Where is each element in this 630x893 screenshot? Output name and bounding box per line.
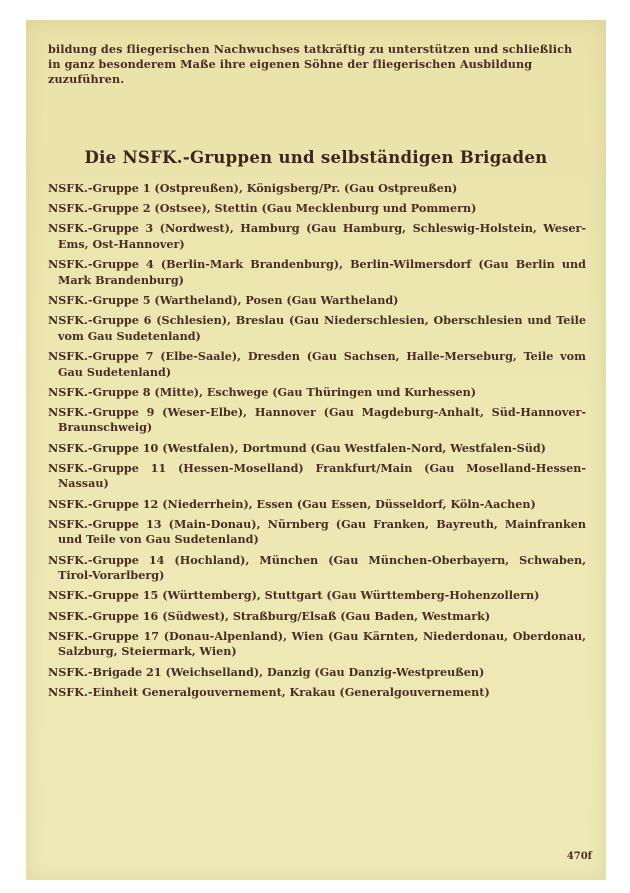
- list-item: NSFK.-Brigade 21 (Weichselland), Danzig (Gau Danzig-Westpreußen): [48, 664, 485, 679]
- list-item: NSFK.-Gruppe 15 (Württemberg), Stuttgart (Gau Württemberg-Hohenzollern): [48, 588, 540, 603]
- list-item: NSFK.-Gruppe 1 (Ostpreußen), Königsberg/Pr. (Gau Ostpreußen): [48, 181, 458, 195]
- page-number: 470f: [566, 851, 592, 862]
- section-heading: Die NSFK.-Gruppen und selbständigen Brigaden: [84, 148, 548, 167]
- intro-paragraph: bildung des fliegerischen Nachwuchses tatkräftig zu unterstützen und schließlich in ganz besonderem Maße ihre eigenen Söhne der fliegerischen Ausbildung zuzuführen.: [48, 42, 573, 86]
- list-item: NSFK.-Gruppe 5 (Wartheland), Posen (Gau Wartheland): [48, 292, 399, 307]
- list-item: NSFK.-Gruppe 16 (Südwest), Straßburg/Elsaß (Gau Baden, Westmark): [48, 608, 491, 623]
- list-item: NSFK.-Gruppe 2 (Ostsee), Stettin (Gau Mecklenburg und Pommern): [48, 201, 477, 216]
- document-page: [26, 20, 606, 880]
- list-item: NSFK.-Gruppe 9 (Weser-Elbe), Hannover (Gau Magdeburg-Anhalt, Süd-Hannover-Braunschweig): [48, 404, 586, 435]
- list-item: NSFK.-Gruppe 14 (Hochland), München (Gau München-Oberbayern, Schwaben, Tirol-Vorarlberg): [48, 552, 586, 583]
- list-item: NSFK.-Einheit Generalgouvernement, Krakau (Generalgouvernement): [48, 684, 490, 699]
- list-item: NSFK.-Gruppe 17 (Donau-Alpenland), Wien (Gau Kärnten, Niederdonau, Oberdonau, Salzburg, Steiermark, Wien): [48, 628, 586, 659]
- list-item: NSFK.-Gruppe 12 (Niederrhein), Essen (Gau Essen, Düsseldorf, Köln-Aachen): [48, 496, 536, 511]
- list-item: NSFK.-Gruppe 3 (Nordwest), Hamburg (Gau Hamburg, Schleswig-Holstein, Weser-Ems, Ost-Hannover): [48, 221, 586, 251]
- list-item: NSFK.-Gruppe 11 (Hessen-Moselland) Frankfurt/Main (Gau Moselland-Hessen-Nassau): [48, 460, 586, 491]
- list-item: NSFK.-Gruppe 8 (Mitte), Eschwege (Gau Thüringen und Kurhessen): [48, 384, 477, 399]
- list-item: NSFK.-Gruppe 13 (Main-Donau), Nürnberg (Gau Franken, Bayreuth, Mainfranken und Teile von Gau Sudetenland): [48, 516, 586, 547]
- list-item: NSFK.-Gruppe 7 (Elbe-Saale), Dresden (Gau Sachsen, Halle-Merseburg, Teile vom Gau Sudetenland): [48, 348, 586, 379]
- list-item: NSFK.-Gruppe 4 (Berlin-Mark Brandenburg), Berlin-Wilmersdorf (Gau Berlin und Mark Brandenburg): [48, 257, 586, 287]
- list-item: NSFK.-Gruppe 6 (Schlesien), Breslau (Gau Niederschlesien, Oberschlesien und Teile vom Gau Sudetenland): [48, 313, 586, 343]
- group-list: [48, 181, 586, 705]
- list-item: NSFK.-Gruppe 10 (Westfalen), Dortmund (Gau Westfalen-Nord, Westfalen-Süd): [48, 440, 546, 455]
